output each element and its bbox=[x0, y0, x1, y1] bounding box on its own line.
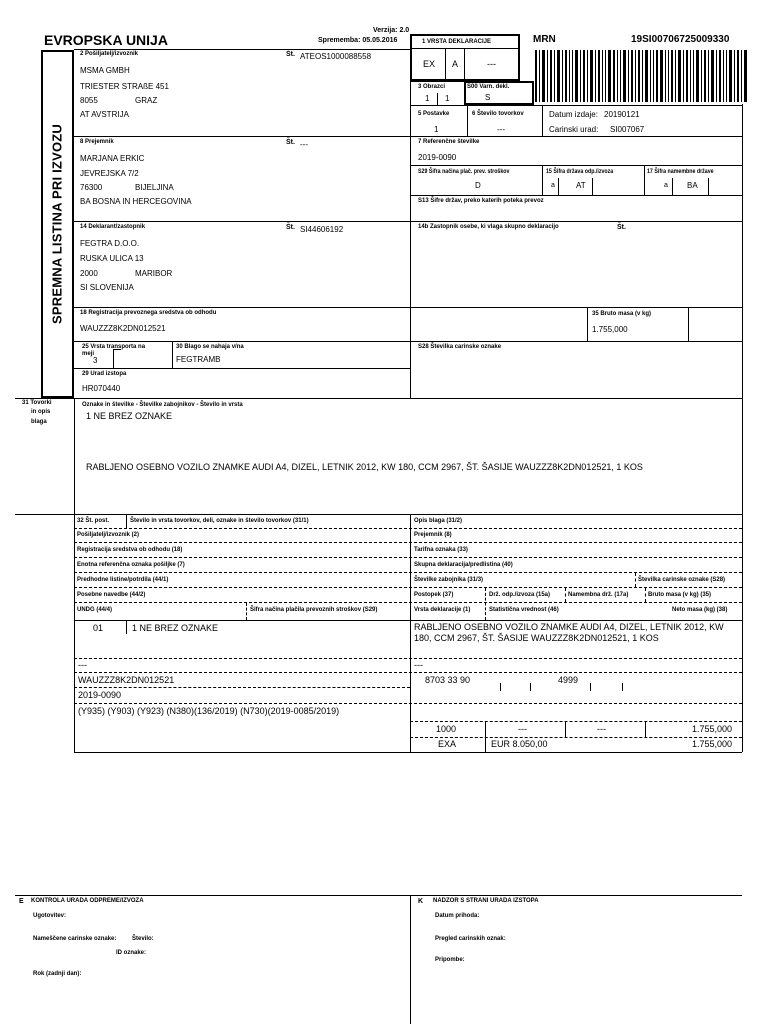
h-destination-country: Namembna drž. (17a) bbox=[568, 592, 629, 598]
dispatch-country: AT bbox=[576, 181, 586, 190]
h-description: Opis blaga (31/2) bbox=[414, 518, 463, 524]
consignee-postcode: 76300 bbox=[80, 183, 103, 192]
box-e-id: ID oznake: bbox=[116, 950, 147, 956]
box-29-label: 29 Urad izstopa bbox=[82, 371, 127, 377]
box-31-label-3: blaga bbox=[31, 419, 47, 425]
h-consignor: Pošiljatelj/izvoznik (2) bbox=[77, 532, 140, 538]
h-undg: UNDG (44/4) bbox=[77, 607, 113, 613]
item-tariff-extra: 4999 bbox=[558, 675, 579, 685]
consignee-city: BIJELJINA bbox=[135, 183, 174, 192]
declarant-number: SI44606192 bbox=[300, 225, 344, 234]
h-containers: Številke zabojnika (31/3) bbox=[414, 577, 484, 583]
box-e-deadline: Rok (zadnji dan): bbox=[33, 971, 82, 977]
declarant-postcode: 2000 bbox=[80, 269, 98, 278]
box-e-title: KONTROLA URADA ODPREME/IZVOZA bbox=[31, 898, 144, 904]
consignee-street: JEVREJSKA 7/2 bbox=[80, 169, 139, 178]
s28-label: S28 Številka carinske oznake bbox=[418, 344, 502, 350]
declaration-type-2: A bbox=[452, 59, 459, 69]
item-consignor: --- bbox=[78, 660, 87, 670]
box-3-label: 3 Obrazci bbox=[418, 84, 446, 90]
h-tariff: Tarifna oznaka (33) bbox=[414, 547, 468, 553]
item-gross-mass: 1.755,000 bbox=[692, 724, 733, 734]
declaration-type-3: --- bbox=[487, 59, 496, 69]
box-14-label: 14 Deklarant/zastopnik bbox=[80, 224, 146, 230]
box-17-prefix: a bbox=[664, 182, 668, 189]
item-description: RABLJENO OSEBNO VOZILO ZNAMKE AUDI A4, DIZEL, LETNIK 2012, KW 180, CCM 2967, ŠT. ŠASIJE WAUZZZ8K2DN012521, 1 KOS bbox=[414, 622, 724, 644]
h-vehicle: Registracija sredstva ob odhodu (18) bbox=[77, 547, 183, 553]
mrn-barcode bbox=[535, 50, 747, 102]
consignee-number: --- bbox=[300, 140, 308, 149]
packages-count: --- bbox=[497, 125, 505, 134]
s29-label: S29 Šifra načina plač. prev. stroškov bbox=[418, 169, 510, 175]
h-item-number: 32 Št. post. bbox=[77, 518, 110, 524]
gross-mass: 1.755,000 bbox=[592, 325, 628, 334]
issue-date-value: 20190121 bbox=[604, 110, 640, 119]
box-17-label: 17 Šifra namembne države bbox=[647, 169, 714, 175]
box-e-found: Ugotovitev: bbox=[33, 913, 66, 919]
box-18-label: 18 Registracija prevoznega sredstva ob odhodu bbox=[80, 310, 217, 316]
mrn-value: 19SI00706725009330 bbox=[631, 34, 730, 45]
h-packages: Število in vrsta tovorkov, deli, oznake in število tovorkov (31/1) bbox=[130, 518, 309, 524]
h-gross-mass: Bruto masa (v kg) (35) bbox=[648, 592, 712, 598]
declarant-city: MARIBOR bbox=[135, 269, 173, 278]
exporter-country: AT AVSTRIJA bbox=[80, 110, 129, 119]
box-8-st-label: Št. bbox=[286, 139, 295, 146]
box-e-letter: E bbox=[19, 898, 24, 905]
exporter-eori: ATEOS1000088558 bbox=[300, 52, 372, 61]
document-title: EVROPSKA UNIJA bbox=[44, 32, 168, 48]
item-stat-value: EUR 8.050,00 bbox=[491, 739, 548, 749]
item-vehicle: WAUZZZ8K2DN012521 bbox=[78, 675, 175, 685]
exporter-city: GRAZ bbox=[135, 96, 158, 105]
declarant-country: SI SLOVENIJA bbox=[80, 283, 134, 292]
item-net-mass: 1.755,000 bbox=[692, 739, 733, 749]
box-e-number: Število: bbox=[132, 936, 154, 942]
amendment-label: Sprememba: 05.05.2016 bbox=[318, 37, 398, 44]
h-summary-decl: Skupna deklaracija/predlistina (40) bbox=[414, 562, 513, 568]
item-tariff: 8703 33 90 bbox=[425, 675, 471, 685]
side-title: SPREMNA LISTINA PRI IZVOZU bbox=[49, 124, 65, 324]
h-payment-method: Šifra načina plačila prevoznih stroškov (S29) bbox=[250, 607, 378, 613]
transport-mode: 3 bbox=[93, 356, 98, 365]
goods-description: RABLJENO OSEBNO VOZILO ZNAMKE AUDI A4, DIZEL, LETNIK 2012, KW 180, CCM 2967, ŠT. ŠASIJE WAUZZZ8K2DN012521, 1 KOS bbox=[86, 462, 643, 472]
h-seal-number: Številka carinske oznake (S28) bbox=[638, 577, 726, 583]
destination-country: BA bbox=[687, 181, 698, 190]
item-declaration-type: EXA bbox=[438, 739, 457, 749]
s00-label: S00 Varn. dekl. bbox=[467, 84, 510, 90]
s00-value: S bbox=[485, 93, 491, 102]
exit-office: HR070440 bbox=[82, 384, 121, 393]
box-31-label-2: in opis bbox=[31, 409, 51, 415]
issue-date-label: Datum izdaje: bbox=[549, 110, 598, 119]
h-declaration-type: Vrsta deklaracije (1) bbox=[414, 607, 471, 613]
box-35-label: 35 Bruto masa (v kg) bbox=[592, 311, 652, 317]
box-7-label: 7 Referenčne številke bbox=[418, 139, 480, 145]
box-8-label: 8 Prejemnik bbox=[80, 139, 114, 145]
declaration-type-1: EX bbox=[423, 59, 436, 69]
h-stat-value: Statistična vrednost (46) bbox=[489, 607, 559, 613]
h-prev-docs: Predhodne listine/potrdila (44/1) bbox=[77, 577, 169, 583]
box-k-remarks: Pripombe: bbox=[435, 957, 465, 963]
s13-label: S13 Šifre držav, preko katerih poteka prevoz bbox=[418, 198, 544, 204]
goods-location: FEGTRAMB bbox=[176, 355, 221, 364]
h-dispatch-country: Drž. odp./izvoza (15a) bbox=[489, 592, 551, 598]
box-k-seals-check: Pregled carinskih oznak: bbox=[435, 936, 506, 942]
box-2-label: 2 Pošiljatelj/izvoznik bbox=[80, 51, 139, 57]
item-reference: 2019-0090 bbox=[78, 690, 122, 700]
h-consignee: Prejemnik (8) bbox=[414, 532, 452, 538]
box-k-letter: K bbox=[418, 898, 424, 905]
item-destination: --- bbox=[597, 724, 606, 734]
box-14-st-label: Št. bbox=[286, 224, 295, 231]
box-e-seals: Nameščene carinske oznake: bbox=[33, 936, 117, 942]
forms-value-2: 1 bbox=[445, 94, 450, 103]
box-14b-label: 14b Zastopnik osebe, ki vlaga skupno deklaracijo bbox=[418, 224, 559, 230]
marks-and-numbers: 1 NE BREZ OZNAKE bbox=[86, 411, 173, 421]
mrn-label: MRN bbox=[533, 34, 556, 45]
exporter-street: TRIESTER STRAßE 451 bbox=[80, 82, 169, 91]
box-k-title: NADZOR S STRANI URADA IZSTOPA bbox=[433, 898, 539, 904]
version-label: Verzija: 2.0 bbox=[373, 27, 410, 34]
item-procedure: 1000 bbox=[436, 724, 457, 734]
item-consignee: --- bbox=[414, 660, 423, 670]
vehicle-registration: WAUZZZ8K2DN012521 bbox=[80, 324, 166, 333]
box-6-label: 6 Število tovorkov bbox=[472, 111, 524, 117]
box-k-arrival: Datum prihoda: bbox=[435, 913, 480, 919]
h-special-mentions: Posebne navedbe (44/2) bbox=[77, 592, 146, 598]
forms-value-1: 1 bbox=[425, 94, 430, 103]
h-procedure: Postopek (37) bbox=[414, 592, 454, 598]
consignee-country: BA BOSNA IN HERCEGOVINA bbox=[80, 197, 192, 206]
box-5-label: 5 Postavke bbox=[418, 111, 450, 117]
box-31-label-1: 31 Tovorki bbox=[22, 400, 52, 406]
items-count: 1 bbox=[434, 125, 439, 134]
declarant-name: FEGTRA D.O.O. bbox=[80, 239, 140, 248]
exporter-postcode: 8055 bbox=[80, 96, 98, 105]
item-marks: 1 NE BREZ OZNAKE bbox=[132, 623, 219, 633]
h-reference: Enotna referenčna oznaka pošiljke (7) bbox=[77, 562, 185, 568]
exporter-name: MSMA GMBH bbox=[80, 66, 130, 75]
box-25-label: 25 Vrsta transporta na meji bbox=[82, 344, 146, 357]
h-net-mass: Neto masa (kg) (38) bbox=[672, 607, 728, 613]
reference-number: 2019-0090 bbox=[418, 153, 457, 162]
box-1-label: 1 VRSTA DEKLARACIJE bbox=[422, 39, 492, 45]
office-value: SI007067 bbox=[610, 125, 645, 134]
office-label: Carinski urad: bbox=[549, 125, 599, 134]
consignee-name: MARJANA ERKIC bbox=[80, 154, 145, 163]
declarant-street: RUSKA ULICA 13 bbox=[80, 254, 144, 263]
box-2-st-label: Št. bbox=[286, 51, 295, 58]
item-number: 01 bbox=[93, 623, 104, 633]
box-30-label: 30 Blago se nahaja v/na bbox=[176, 344, 244, 350]
item-dispatch: --- bbox=[518, 724, 527, 734]
item-prev-docs: (Y935) (Y903) (Y923) (N380)(136/2019) (N730)(2019-0085/2019) bbox=[78, 706, 340, 716]
box-31-header: Oznake in številke - Številke zabojnikov - Število in vrsta bbox=[82, 402, 243, 408]
box-14b-st-label: Št. bbox=[617, 224, 626, 231]
s29-value: D bbox=[475, 181, 481, 190]
box-15-label: 15 Šifra država odp./izvoza bbox=[546, 169, 614, 175]
box-15-prefix: a bbox=[551, 182, 555, 189]
